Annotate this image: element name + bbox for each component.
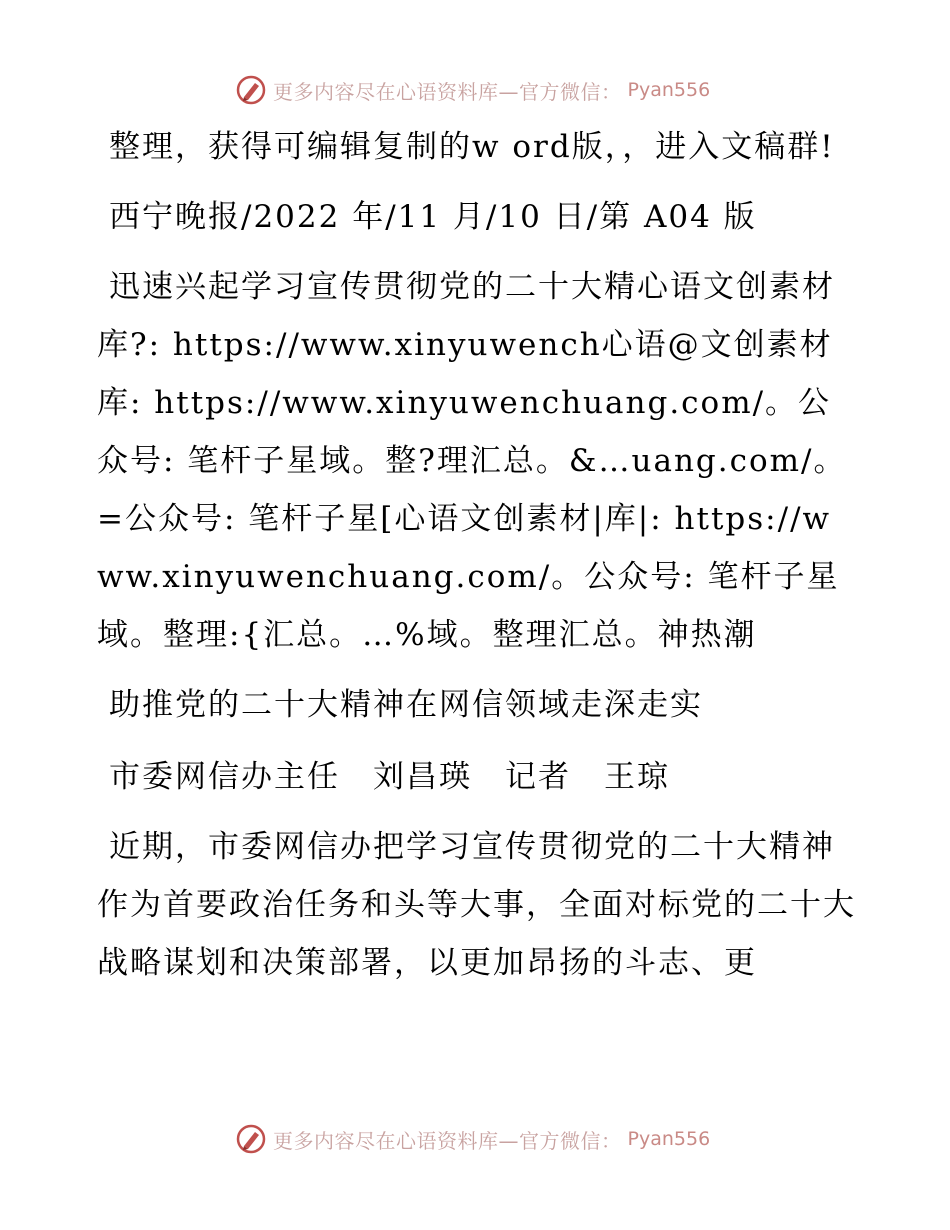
header-watermark bbox=[235, 73, 710, 107]
paragraph-body: 近期，市委网信办把学习宣传贯彻党的二十大精神作为首要政治任务和头等大事，全面对标党的二十大战略谋划和决策部署，以更加昂扬的斗志、更 bbox=[97, 829, 856, 981]
header-watermark-text: 更多内容尽在心语资料库—官方微信： bbox=[273, 79, 622, 104]
header-watermark-account: Pyan556 bbox=[627, 79, 711, 101]
paragraph-watermarked: 迅速兴起学习宣传贯彻党的二十大精心语文创素材库?: https://www.xinyuwench心语@文创素材库: https://www.xinyuwenchuang.com/。公众号: 笔杆子星域。整?理汇总。&…uang.com/。=公众号: 笔杆子星[心语文创素材|库|: https://www.xinyuwenchuang.com/。公众号: 笔杆子星域。整理:{汇总。…%域。整理汇总。神热潮 bbox=[97, 269, 847, 653]
pen-logo-icon bbox=[235, 1123, 267, 1155]
footer-watermark-account: Pyan556 bbox=[627, 1128, 711, 1150]
article-title: 助推党的二十大精神在网信领域走深走实 bbox=[109, 687, 703, 723]
paragraph-intro: 整理，获得可编辑复制的w ord版，，进入文稿群! bbox=[109, 129, 835, 165]
article-byline: 市委网信办主任 刘昌瑛 记者 王琼 bbox=[109, 759, 670, 795]
pen-logo-icon bbox=[235, 74, 267, 106]
document-body bbox=[97, 118, 857, 1004]
footer-watermark bbox=[235, 1122, 710, 1156]
paragraph-source: 西宁晚报/2022 年/11 月/10 日/第 A04 版 bbox=[109, 199, 757, 235]
footer-watermark-text: 更多内容尽在心语资料库—官方微信： bbox=[273, 1128, 622, 1153]
